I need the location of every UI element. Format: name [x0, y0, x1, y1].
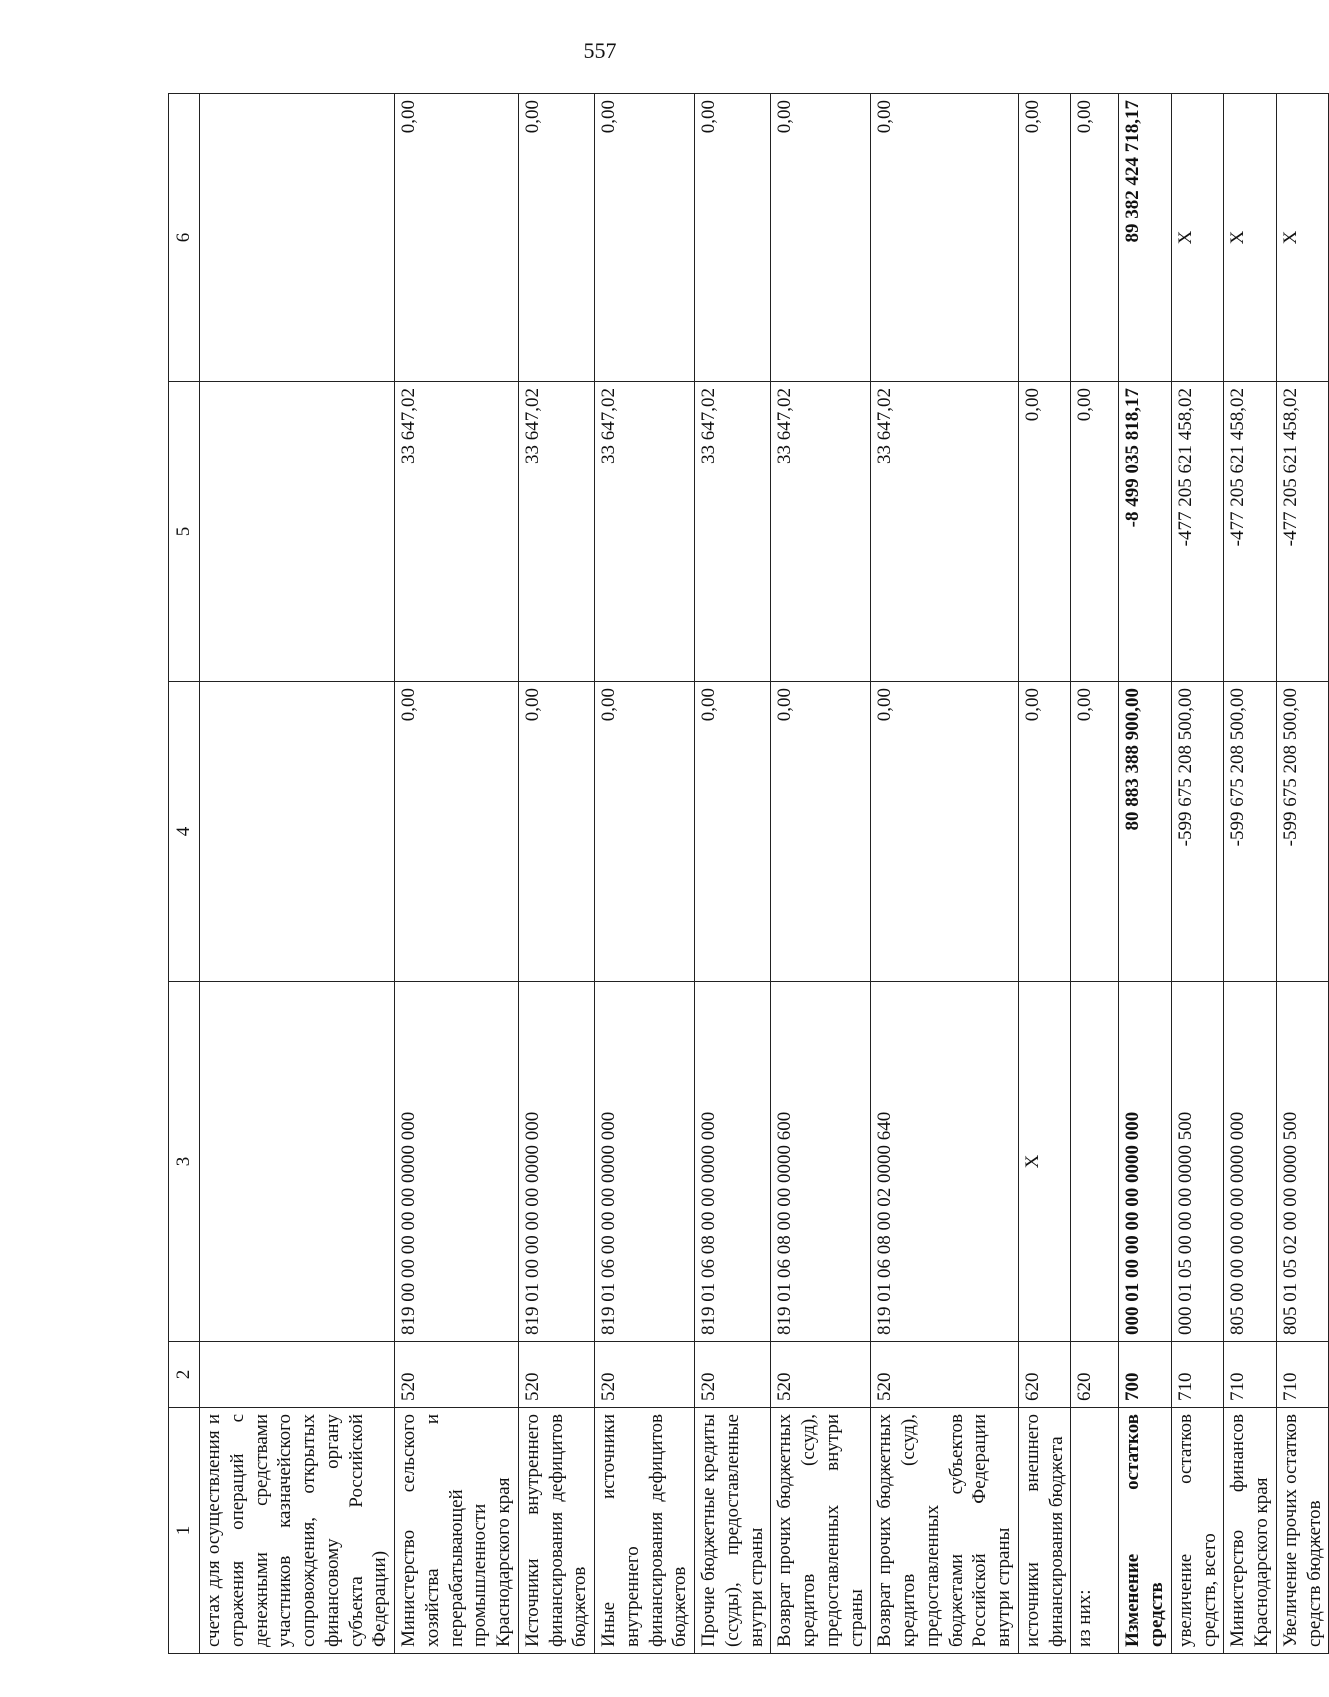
row-executed-amount: 33 647,02	[695, 382, 771, 682]
table-row	[1071, 94, 1119, 1654]
row-executed-amount: 0,00	[1018, 382, 1071, 682]
row-name: Изменение остатков средств	[1119, 1408, 1172, 1654]
row-approved-amount: 0,00	[1071, 682, 1119, 982]
row-approved-amount: 0,00	[395, 682, 519, 982]
row-name: Прочие бюджетные кредиты (ссуды), предоставленные внутри страны	[695, 1408, 771, 1654]
row-line-code: 520	[518, 1342, 594, 1408]
table-row	[595, 94, 695, 1654]
row-line-code: 700	[1119, 1342, 1172, 1408]
row-unexecuted-amount: 0,00	[518, 94, 594, 382]
row-line-code: 520	[395, 1342, 519, 1408]
row-approved-amount: -599 675 208 500,00	[1224, 682, 1277, 982]
row-line-code: 520	[871, 1342, 1019, 1408]
table-row	[200, 94, 395, 1654]
row-classification-code: 819 00 00 00 00 00 0000 000	[395, 982, 519, 1342]
column-header-4: 4	[169, 682, 200, 982]
table-row	[518, 94, 594, 1654]
row-name: Возврат прочих бюджетных кредитов (ссуд), предоставленных бюджетами субъектов Российской Федерации внутри страны	[871, 1408, 1019, 1654]
rotated-table-wrapper	[168, 94, 1325, 1654]
table-row	[1224, 94, 1277, 1654]
row-approved-amount: 0,00	[871, 682, 1019, 982]
row-unexecuted-amount: X	[1171, 94, 1224, 382]
row-line-code: 620	[1018, 1342, 1071, 1408]
row-unexecuted-amount: 0,00	[1018, 94, 1071, 382]
row-classification-code: 819 01 00 00 00 00 0000 000	[518, 982, 594, 1342]
row-classification-code: 000 01 00 00 00 00 0000 000	[1119, 982, 1172, 1342]
row-classification-code: 819 01 06 08 00 00 0000 600	[771, 982, 871, 1342]
row-line-code: 710	[1276, 1342, 1329, 1408]
table-header-row	[169, 94, 200, 1654]
row-classification-code	[200, 982, 395, 1342]
rotated-table-canvas	[168, 94, 1325, 1654]
row-line-code: 520	[595, 1342, 695, 1408]
row-approved-amount: -599 675 208 500,00	[1276, 682, 1329, 982]
row-name: из них:	[1071, 1408, 1119, 1654]
row-name: Возврат прочих бюджетных кредитов (ссуд), предоставленных внутри страны	[771, 1408, 871, 1654]
column-header-3: 3	[169, 982, 200, 1342]
row-unexecuted-amount: 0,00	[871, 94, 1019, 382]
row-classification-code: 805 00 00 00 00 00 0000 000	[1224, 982, 1277, 1342]
row-line-code: 620	[1071, 1342, 1119, 1408]
row-name: увеличение остатков средств, всего	[1171, 1408, 1224, 1654]
row-line-code: 520	[771, 1342, 871, 1408]
row-name: источники внешнего финансирования бюджета	[1018, 1408, 1071, 1654]
row-approved-amount: 80 883 388 900,00	[1119, 682, 1172, 982]
table-row	[395, 94, 519, 1654]
row-classification-code: 819 01 06 08 00 00 0000 000	[695, 982, 771, 1342]
table-row	[695, 94, 771, 1654]
row-unexecuted-amount: 0,00	[1071, 94, 1119, 382]
row-name: счетах для осуществления и отражения операций с денежными средствами участников казначейского сопровождения, открытых финансовому органу субъекта Российской Федерации)	[200, 1408, 395, 1654]
row-name: Министерство финансов Краснодарского края	[1224, 1408, 1277, 1654]
row-line-code: 710	[1224, 1342, 1277, 1408]
row-executed-amount: -477 205 621 458,02	[1276, 382, 1329, 682]
budget-sources-table	[168, 93, 1329, 1654]
row-classification-code: 819 01 06 00 00 00 0000 000	[595, 982, 695, 1342]
row-unexecuted-amount: X	[1276, 94, 1329, 382]
table-row	[771, 94, 871, 1654]
row-classification-code: 805 01 05 02 00 00 0000 500	[1276, 982, 1329, 1342]
row-executed-amount: -477 205 621 458,02	[1224, 382, 1277, 682]
row-executed-amount	[200, 382, 395, 682]
row-executed-amount: 33 647,02	[595, 382, 695, 682]
row-unexecuted-amount: 0,00	[771, 94, 871, 382]
row-unexecuted-amount	[200, 94, 395, 382]
row-unexecuted-amount: 89 382 424 718,17	[1119, 94, 1172, 382]
row-executed-amount: 0,00	[1071, 382, 1119, 682]
row-unexecuted-amount: 0,00	[395, 94, 519, 382]
row-executed-amount: 33 647,02	[518, 382, 594, 682]
column-header-2: 2	[169, 1342, 200, 1408]
row-line-code: 710	[1171, 1342, 1224, 1408]
column-header-5: 5	[169, 382, 200, 682]
row-approved-amount: 0,00	[771, 682, 871, 982]
table-row	[1171, 94, 1224, 1654]
row-approved-amount	[200, 682, 395, 982]
column-header-6: 6	[169, 94, 200, 382]
table-row	[1276, 94, 1329, 1654]
row-approved-amount: 0,00	[695, 682, 771, 982]
column-header-1: 1	[169, 1408, 200, 1654]
row-approved-amount: 0,00	[518, 682, 594, 982]
row-unexecuted-amount: 0,00	[595, 94, 695, 382]
row-name: Иные источники внутреннего финансирования дефицитов бюджетов	[595, 1408, 695, 1654]
row-executed-amount: 33 647,02	[871, 382, 1019, 682]
row-name: Увеличение прочих остатков средств бюджетов	[1276, 1408, 1329, 1654]
row-approved-amount: 0,00	[1018, 682, 1071, 982]
row-approved-amount: -599 675 208 500,00	[1171, 682, 1224, 982]
row-classification-code: 819 01 06 08 00 02 0000 640	[871, 982, 1019, 1342]
row-approved-amount: 0,00	[595, 682, 695, 982]
row-unexecuted-amount: X	[1224, 94, 1277, 382]
row-executed-amount: -8 499 035 818,17	[1119, 382, 1172, 682]
row-classification-code	[1071, 982, 1119, 1342]
table-row	[1018, 94, 1071, 1654]
row-classification-code: 000 01 05 00 00 00 0000 500	[1171, 982, 1224, 1342]
table-row	[871, 94, 1019, 1654]
row-name: Источники внутреннего финансирования дефицитов бюджетов	[518, 1408, 594, 1654]
row-line-code	[200, 1342, 395, 1408]
row-name: Министерство сельского хозяйства и перерабатывающей промышленности Краснодарского края	[395, 1408, 519, 1654]
row-executed-amount: 33 647,02	[395, 382, 519, 682]
table-row	[1119, 94, 1172, 1654]
row-unexecuted-amount: 0,00	[695, 94, 771, 382]
row-classification-code: X	[1018, 982, 1071, 1342]
row-executed-amount: 33 647,02	[771, 382, 871, 682]
row-line-code: 520	[695, 1342, 771, 1408]
page-number: 557	[583, 38, 617, 63]
row-executed-amount: -477 205 621 458,02	[1171, 382, 1224, 682]
